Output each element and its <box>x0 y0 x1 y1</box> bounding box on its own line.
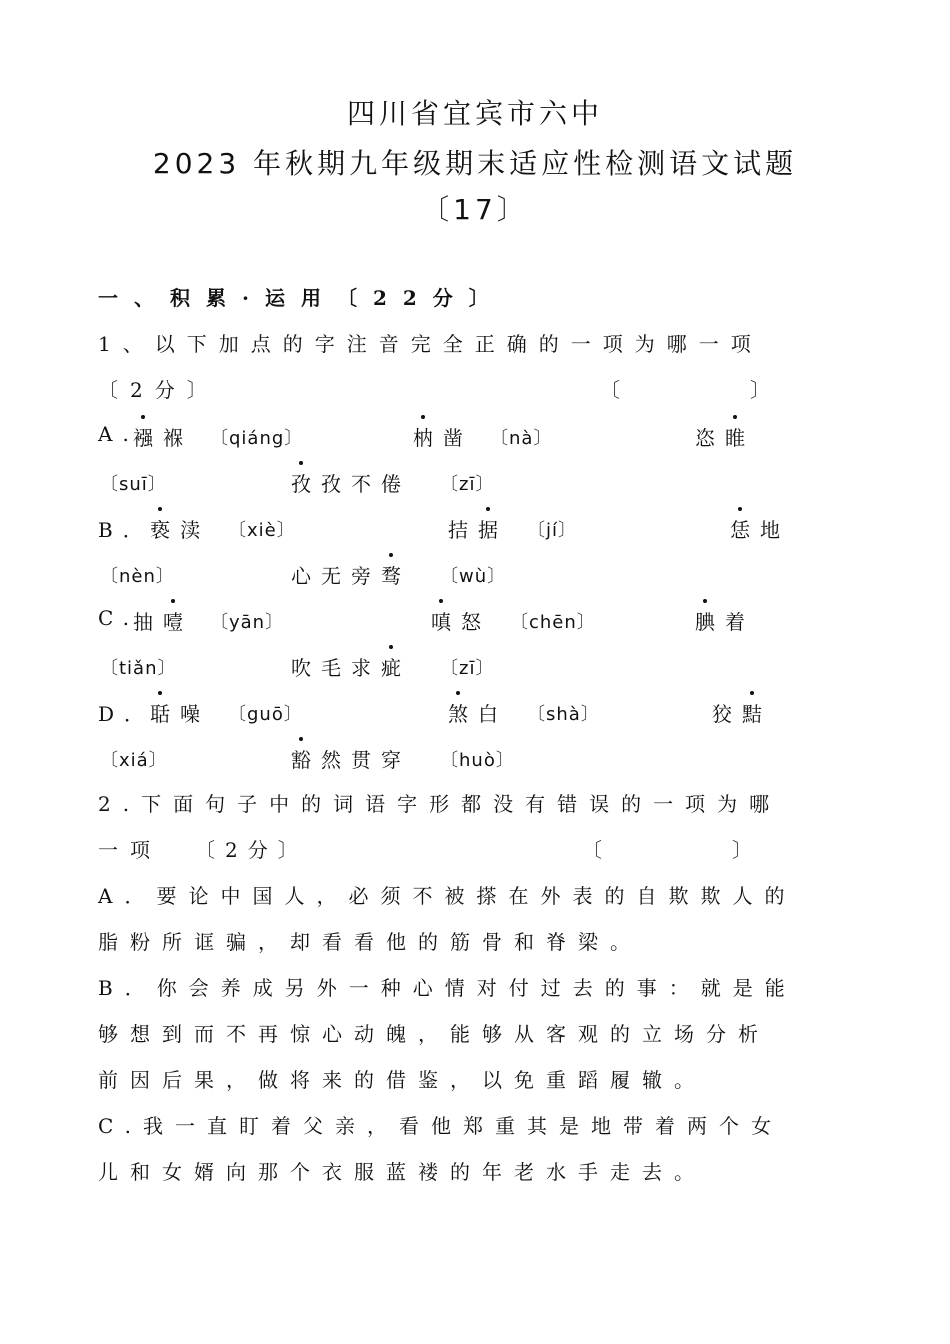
exam-number: 〔17〕 <box>421 193 529 226</box>
q1-option-a-pinyin1: 〔qiáng〕 <box>210 428 304 449</box>
q1-option-d-pinyin3: 〔xiá〕 <box>100 750 168 771</box>
q1-option-a-pinyin2: 〔nà〕 <box>490 428 553 449</box>
emphasis-char: 襁 <box>133 422 163 451</box>
q1-option-b-pinyin2: 〔jí〕 <box>527 520 578 541</box>
q1-stem: 1、以下加点的字注音完全正确的一项为哪一项 <box>98 332 763 356</box>
q1-option-a-word1: 襁褓 <box>133 422 193 451</box>
emphasis-char: 腆 <box>695 606 725 635</box>
q1-option-c-word4: 吹毛求疵 <box>291 652 411 681</box>
emphasis-char: 嗔 <box>431 606 461 635</box>
q1-option-d-letter: D． <box>98 702 155 726</box>
q2-option-c-line2: 儿和女婿向那个衣服蓝褛的年老水手走去。 <box>98 1160 706 1184</box>
q2-option-b-line3: 前因后果，做将来的借鉴，以免重蹈履辙。 <box>98 1068 706 1092</box>
q1-option-c-pinyin3: 〔tiǎn〕 <box>100 658 177 679</box>
emphasis-char: 黠 <box>742 698 772 727</box>
emphasis-char: 据 <box>478 514 508 543</box>
q1-score: 〔2分〕 <box>98 378 219 402</box>
emphasis-char: 骛 <box>381 560 411 589</box>
q1-option-b-letter: B． <box>98 518 153 542</box>
q1-option-b-word2: 拮据 <box>448 514 508 543</box>
q1-option-a-word2: 枘凿 <box>413 422 473 451</box>
q1-option-c-pinyin1: 〔yān〕 <box>210 612 285 633</box>
q1-answer-blank: 〔 〕 <box>600 378 780 402</box>
q2-option-c-line1: C.我一直盯着父亲，看他郑重其是地带着两个女 <box>98 1114 783 1138</box>
q1-option-c-letter: C. <box>98 606 139 630</box>
q1-option-b-pinyin3: 〔nèn〕 <box>100 566 175 587</box>
q1-option-d-word4: 豁然贯穿 <box>291 744 411 773</box>
q2-option-a-line2: 脂粉所诓骗，却看看他的筋骨和脊梁。 <box>98 930 642 954</box>
emphasis-char: 疵 <box>381 652 411 681</box>
q2-option-b-line1: B．你会养成另外一种心情对付过去的事：就是能 <box>98 976 797 1000</box>
q1-option-d-word2: 煞白 <box>448 698 508 727</box>
q1-option-a-pinyin3: 〔suī〕 <box>100 474 167 495</box>
exam-title: 2023 年秋期九年级期末适应性检测语文试题 <box>152 147 798 180</box>
emphasis-char: 亵 <box>150 514 180 543</box>
q1-option-c-pinyin2: 〔chēn〕 <box>510 612 596 633</box>
q1-option-d-pinyin1: 〔guō〕 <box>228 704 303 725</box>
q1-option-a-pinyin4: 〔zī〕 <box>440 474 495 495</box>
emphasis-char: 恁 <box>730 514 760 543</box>
q1-option-c-word1: 抽噎 <box>133 606 193 635</box>
q1-option-b-word3: 恁地 <box>730 514 790 543</box>
q1-option-c-word3: 腆着 <box>695 606 755 635</box>
q2-option-b-line2: 够想到而不再惊心动魄，能够从客观的立场分析 <box>98 1022 770 1046</box>
emphasis-char: 睢 <box>725 422 755 451</box>
emphasis-char: 枘 <box>413 422 443 451</box>
q2-stem: 2.下面句子中的词语字形都没有错误的一项为哪 <box>98 792 782 816</box>
q2-score: 〔2分〕 <box>195 838 308 862</box>
q1-option-c-pinyin4: 〔zī〕 <box>440 658 495 679</box>
emphasis-char: 孜 <box>291 468 321 497</box>
q2-answer-blank: 〔 〕 <box>582 838 762 862</box>
q1-option-a-letter: A. <box>98 422 139 446</box>
q1-option-a-word3: 恣睢 <box>695 422 755 451</box>
emphasis-char: 噎 <box>163 606 193 635</box>
q1-option-d-pinyin2: 〔shà〕 <box>527 704 600 725</box>
q1-option-b-pinyin4: 〔wù〕 <box>440 566 507 587</box>
school-title: 四川省宜宾市六中 <box>346 97 603 130</box>
q1-option-a-word4: 孜孜不倦 <box>291 468 411 497</box>
section-heading: 一、积累·运用〔22分〕 <box>98 286 505 310</box>
q1-option-d-pinyin4: 〔huò〕 <box>440 750 515 771</box>
emphasis-char: 豁 <box>291 744 321 773</box>
q1-option-d-word3: 狡黠 <box>712 698 772 727</box>
emphasis-char: 聒 <box>150 698 180 727</box>
q1-option-d-word1: 聒噪 <box>150 698 210 727</box>
q2-stem-cont: 一项 <box>98 838 162 862</box>
q1-option-b-pinyin1: 〔xiè〕 <box>228 520 296 541</box>
emphasis-char: 煞 <box>448 698 478 727</box>
q1-option-c-word2: 嗔怒 <box>431 606 491 635</box>
q1-option-b-word4: 心无旁骛 <box>291 560 411 589</box>
q2-option-a-line1: A．要论中国人，必须不被搽在外表的自欺欺人的 <box>98 884 797 908</box>
q1-option-b-word1: 亵渎 <box>150 514 210 543</box>
